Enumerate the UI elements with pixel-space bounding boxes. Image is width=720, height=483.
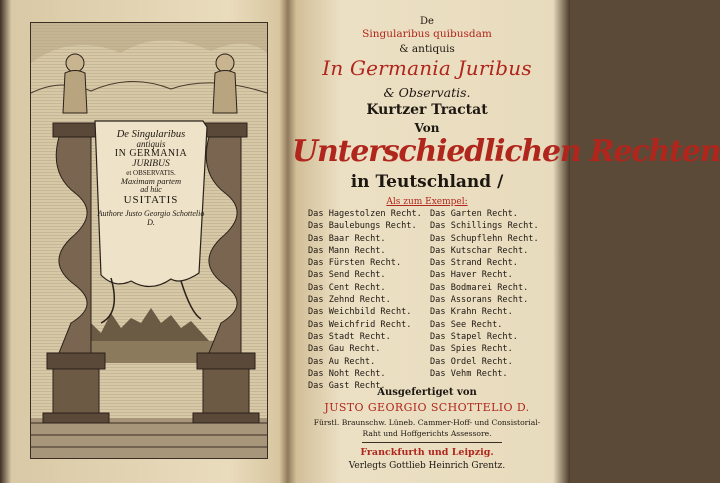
- list-item: Das Mann Recht.: [308, 245, 386, 256]
- frontis-line: et OBSERVATIS.: [126, 168, 176, 177]
- author-office-line2: Raht und Hoffgerichts Assessore.: [362, 429, 492, 438]
- frontispiece-engraving: [30, 22, 268, 459]
- list-item: Das Ordel Recht.: [430, 356, 513, 367]
- author-office-line1: Fürstl. Braunschw. Lüneb. Cammer-Hoff- und Consistorial-: [313, 418, 541, 427]
- rights-column-right: [430, 208, 548, 392]
- list-item: Das Weichfrid Recht.: [308, 319, 412, 330]
- rights-column-left: [308, 208, 426, 392]
- frontis-line: ad hüc: [140, 185, 162, 195]
- frontis-line: antiquis: [136, 139, 166, 150]
- title-teutschland: in Teutschland /: [350, 172, 504, 192]
- list-item: Das Send Recht.: [308, 270, 386, 281]
- list-item: Das Fürsten Recht.: [308, 258, 402, 269]
- frontis-author: Authore Justo Georgio Schottelio D.: [97, 209, 205, 227]
- author-name: JUSTO GEORGIO SCHOTTELIO D.: [324, 401, 530, 414]
- list-item: Das Krahn Recht.: [430, 307, 513, 318]
- list-item: Das Assorans Recht.: [430, 295, 529, 306]
- list-item: Das Zehnd Recht.: [308, 295, 391, 306]
- list-item: Das Spies Recht.: [430, 344, 513, 355]
- list-item: Das Baar Recht.: [308, 233, 386, 244]
- list-item: Das Garten Recht.: [430, 209, 518, 219]
- author-intro: Ausgefertiget von: [377, 387, 477, 398]
- list-item: Das Schupflehn Recht.: [430, 233, 539, 244]
- list-item: Das Au Recht.: [308, 356, 376, 367]
- title-line-de: De: [420, 16, 434, 27]
- imprint-divider: [362, 442, 502, 443]
- frontis-line: De Singularibus: [116, 129, 186, 140]
- title-main-german: Unterschiedlichen Rechten: [292, 134, 720, 169]
- title-line-antiquis: & antiquis: [399, 43, 455, 55]
- frontispiece-banner-text: [97, 129, 205, 227]
- frontis-line: JURIBUS: [132, 158, 170, 169]
- imprint-publisher: Verlegts Gottlieb Heinrich Grentz.: [348, 461, 506, 471]
- rights-list: [308, 208, 548, 392]
- list-item: Das Gau Recht.: [308, 344, 381, 355]
- list-item: Das Hagestolzen Recht.: [308, 209, 422, 219]
- frontis-line: Maximam partem: [120, 176, 182, 187]
- frontis-line: USITATIS: [123, 193, 179, 206]
- title-kurtzer-tractat: Kurtzer Tractat: [366, 102, 488, 118]
- list-item: Das Stapel Recht.: [430, 331, 518, 342]
- list-item: Das Gast Recht.: [308, 381, 386, 392]
- list-item: Das Vehm Recht.: [430, 368, 508, 379]
- list-item: Das Haver Recht.: [430, 270, 513, 281]
- list-item: Das Stadt Recht.: [308, 331, 391, 342]
- title-main-latin: In Germania Juribus: [322, 56, 532, 80]
- list-item: Das Kutschar Recht.: [430, 245, 529, 256]
- title-line-singularibus: Singularibus quibusdam: [362, 28, 492, 40]
- title-von: Von: [414, 121, 440, 135]
- list-item: Das Cent Recht.: [308, 282, 386, 293]
- list-item: Das See Recht.: [430, 319, 503, 330]
- list-item: Das Weichbild Recht.: [308, 307, 412, 318]
- list-item: Das Baulebungs Recht.: [308, 221, 417, 232]
- list-item: Das Strand Recht.: [430, 258, 518, 269]
- imprint-place: Franckfurth und Leipzig.: [360, 447, 494, 458]
- title-exempel: Als zum Exempel:: [386, 197, 468, 207]
- list-item: Das Noht Recht.: [308, 368, 386, 379]
- title-page: [292, 0, 720, 483]
- list-item: Das Bodmarei Recht.: [430, 282, 529, 293]
- list-item: Das Schillings Recht.: [430, 221, 539, 232]
- title-line-observatis: & Observatis.: [383, 85, 471, 100]
- frontispiece-illustration: [31, 23, 267, 458]
- frontis-line: IN GERMANIA: [114, 148, 188, 160]
